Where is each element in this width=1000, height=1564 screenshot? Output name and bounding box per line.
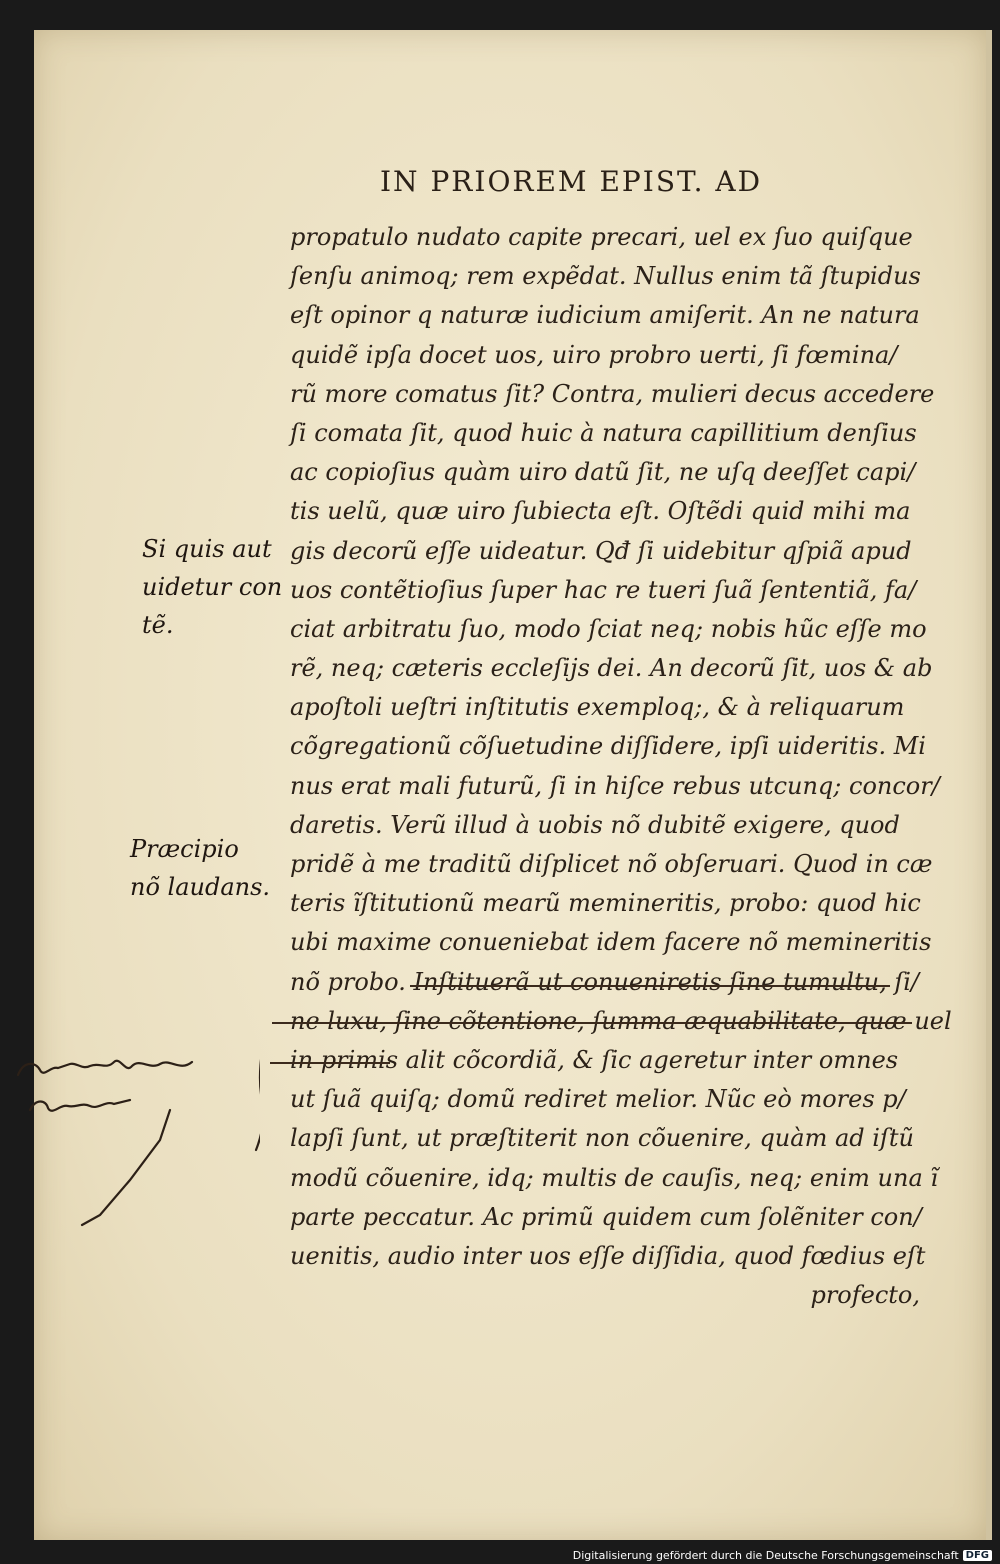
main-text-block [290, 218, 952, 1315]
marginal-note [142, 530, 282, 644]
text-line: ſi comata ſit, quod huic à natura capillitium denſius [290, 418, 917, 447]
handwritten-annotation [10, 1040, 260, 1240]
text-line: uenitis, audio inter uos eſſe diſſidia, quod fœdius eſt [290, 1241, 926, 1270]
ink-underline [272, 1022, 912, 1024]
text-line: gis decorũ eſſe uideatur. Qđ ſi uidebitur qſpiã apud [290, 536, 912, 565]
text-line: ac copioſius quàm uiro datũ ſit, ne uſq deeſſet capi/ [290, 458, 916, 487]
text-line: rũ more comatus ſit? Contra, mulieri decus accedere [290, 379, 935, 408]
ink-underline [410, 985, 890, 987]
text-line: ſenſu animoq; rem expẽdat. Nullus enim tã ſtupidus [290, 262, 921, 291]
marginal-note-line: nõ laudans. [130, 873, 271, 901]
footer-credit [573, 1549, 992, 1562]
text-line: eſt opinor q naturæ iudicium amiſerit. An ne natura [290, 301, 920, 330]
text-line: ut ſuã quiſq; domũ rediret melior. Nũc eò mores p/ [290, 1085, 906, 1114]
text-line: ubi maxime conueniebat idem facere nõ memineritis [290, 928, 932, 957]
text-line: ciat arbitratu ſuo, modo ſciat neq; nobis hũc eſſe mo [290, 614, 927, 643]
marginal-note-line: uidetur con [142, 573, 283, 601]
text-line: quidẽ ipſa docet uos, uiro probro uerti, ſi fœmina/ [290, 340, 898, 369]
text-line: daretis. Verũ illud à uobis nõ dubitẽ exigere, quod [290, 810, 900, 839]
text-line: nõ probo. Inſtituerã ut conueniretis ſine tumultu, ſi/ [290, 967, 919, 996]
text-line: tis uelũ, quæ uiro ſubiecta eſt. Oſtẽdi quid mihi ma [290, 497, 911, 526]
ink-underline [270, 1062, 390, 1064]
text-line: nus erat mali futurũ, ſi in hiſce rebus utcunq; concor/ [290, 771, 940, 800]
marginal-note-line: tẽ. [142, 611, 174, 639]
text-line: teris ĩſtitutionũ mearũ memineritis, probo: quod hic [290, 889, 921, 918]
dfg-logo: DFG [963, 1550, 992, 1561]
text-line: apoſtoli ueſtri inſtitutis exemploq;, & à reliquarum [290, 693, 905, 722]
text-line: in primis alit cõcordiã, & ſic ageretur inter omnes [290, 1045, 899, 1074]
text-line: parte peccatur. Ac primũ quidem cum ſolẽniter con/ [290, 1202, 922, 1231]
marginal-note-line: Si quis aut [142, 535, 272, 563]
marginal-note [130, 830, 270, 906]
marginal-note-line: Præcipio [130, 835, 239, 863]
catchword: profecto, [810, 1281, 920, 1310]
text-line: uos contẽtioſius ſuper hac re tueri ſuã ſententiã, fa/ [290, 575, 917, 604]
text-line: propatulo nudato capite precari, uel ex ſuo quiſque [290, 223, 913, 251]
text-line: lapſi ſunt, ut præſtiterit non cõuenire, quàm ad iſtũ [290, 1124, 914, 1153]
running-title: IN PRIOREM EPIST. AD [380, 165, 763, 198]
text-line: rẽ, neq; cæteris eccleſijs dei. An decorũ ſit, uos & ab [290, 654, 933, 683]
text-line: ne luxu, ſine cõtentione, ſumma æquabilitate, quæ uel [290, 1006, 952, 1035]
text-line: modũ cõuenire, idq; multis de cauſis, neq; enim una ĩ [290, 1163, 939, 1192]
text-line: cõgregationũ cõſuetudine diſſidere, ipſi uideritis. Mi [290, 732, 926, 761]
text-line: pridẽ à me traditũ diſplicet nõ obſeruari. Quod in cæ [290, 850, 933, 878]
footer-credit-text: Digitalisierung gefördert durch die Deutsche Forschungsgemeinschaft [572, 1549, 959, 1562]
